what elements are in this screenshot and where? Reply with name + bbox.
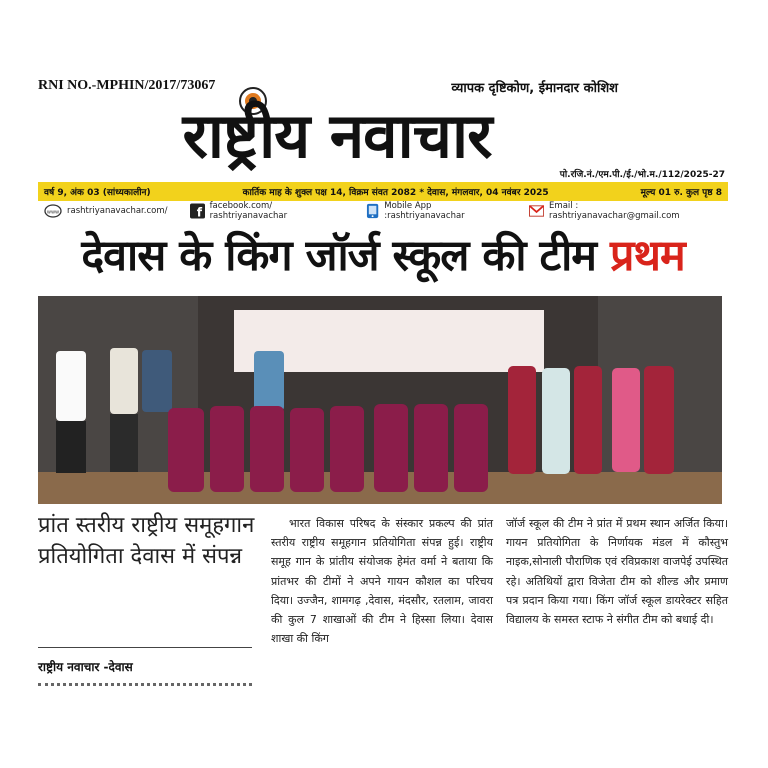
mobile-app-text: Mobile App :rashtriyanavachar bbox=[384, 201, 465, 221]
svg-text:f: f bbox=[196, 205, 202, 219]
rni-number: RNI NO.-MPHIN/2017/73067 bbox=[38, 78, 216, 93]
masthead-title: राष्ट्रीय नवाचार bbox=[182, 99, 492, 172]
sub-headline: प्रांत स्तरीय राष्ट्रीय समूहगान प्रतियोगिता देवास में संपन्न bbox=[38, 513, 255, 569]
tagline: व्यापक दृष्टिकोण, ईमानदार कोशिश bbox=[451, 81, 618, 96]
main-headline bbox=[38, 224, 728, 288]
registration-number: पो.रजि.नं./एम.पी./ई./भो.म./112/2025-27 bbox=[559, 170, 725, 180]
article-column-1: भारत विकास परिषद के संस्कार प्रकल्प की प्रांत स्तरीय राष्ट्रीय समूहगान प्रतियोगिता संपन्न हुई। राष्ट्रीय समूह गान के प्रांतीय संयोजक हेमंत वर्मा ने बताया कि प्रांतभर की टीमों ने अपने गायन कौशल का परिचय दिया। उज्जैन, शामगढ़ ,देवास, मंदसौर, रतलाम, जावरा की कुल 7 शाखाओं की टीम ने हिस्सा लिया। देवास शाखा की किंग bbox=[271, 517, 493, 646]
subhead-divider bbox=[38, 647, 252, 648]
globe-icon bbox=[44, 204, 62, 218]
info-bar bbox=[38, 182, 728, 201]
email-contact[interactable] bbox=[529, 201, 702, 221]
price-pages: मूल्य 01 रु. कुल पृष्ठ 8 bbox=[640, 188, 722, 198]
event-photo bbox=[38, 296, 722, 504]
svg-text:www: www bbox=[46, 209, 60, 216]
byline: राष्ट्रीय नवाचार -देवास bbox=[38, 660, 133, 674]
mobile-phone-icon bbox=[366, 203, 379, 219]
website-contact[interactable] bbox=[44, 204, 168, 218]
facebook-contact[interactable] bbox=[190, 201, 345, 221]
facebook-icon bbox=[190, 203, 205, 219]
mobile-app-contact[interactable] bbox=[366, 201, 507, 221]
headline-highlight: प्रथम bbox=[610, 231, 685, 281]
website-text: rashtriyanavachar.com/ bbox=[67, 206, 168, 216]
dotted-divider bbox=[38, 683, 252, 686]
edition-date: कार्तिक माह के शुक्ल पक्ष 14, विक्रम संवत 2082 * देवास, मंगलवार, 04 नवंबर 2025 bbox=[242, 188, 549, 198]
group-photo-illustration bbox=[38, 296, 722, 504]
headline-text: देवास के किंग जॉर्ज स्कूल की टीम bbox=[81, 231, 597, 281]
facebook-text: facebook.com/ rashtriyanavachar bbox=[209, 201, 288, 221]
gmail-icon bbox=[529, 205, 544, 217]
contact-strip bbox=[44, 202, 724, 220]
article-column-2: जॉर्ज स्कूल की टीम ने प्रांत में प्रथम स्थान अर्जित किया। गायन प्रतियोगिता के निर्णायक मंडल में कौस्तुभ नाइक,सोनाली पौराणिक एवं रविप्रकाश वाजपेई उपस्थित रहे। अतिथियों द्वारा विजेता टीम को शील्ड और प्रमाण पत्र प्रदान किया गया। किंग जॉर्ज स्कूल डायरेक्टर सहित विद्यालय के समस्त स्टाफ ने संगीत टीम को बधाई दी। bbox=[506, 517, 728, 627]
email-text: Email : rashtriyanavachar@gmail.com bbox=[549, 201, 680, 221]
volume-issue: वर्ष 9, अंक 03 (सांध्यकालीन) bbox=[44, 188, 151, 198]
